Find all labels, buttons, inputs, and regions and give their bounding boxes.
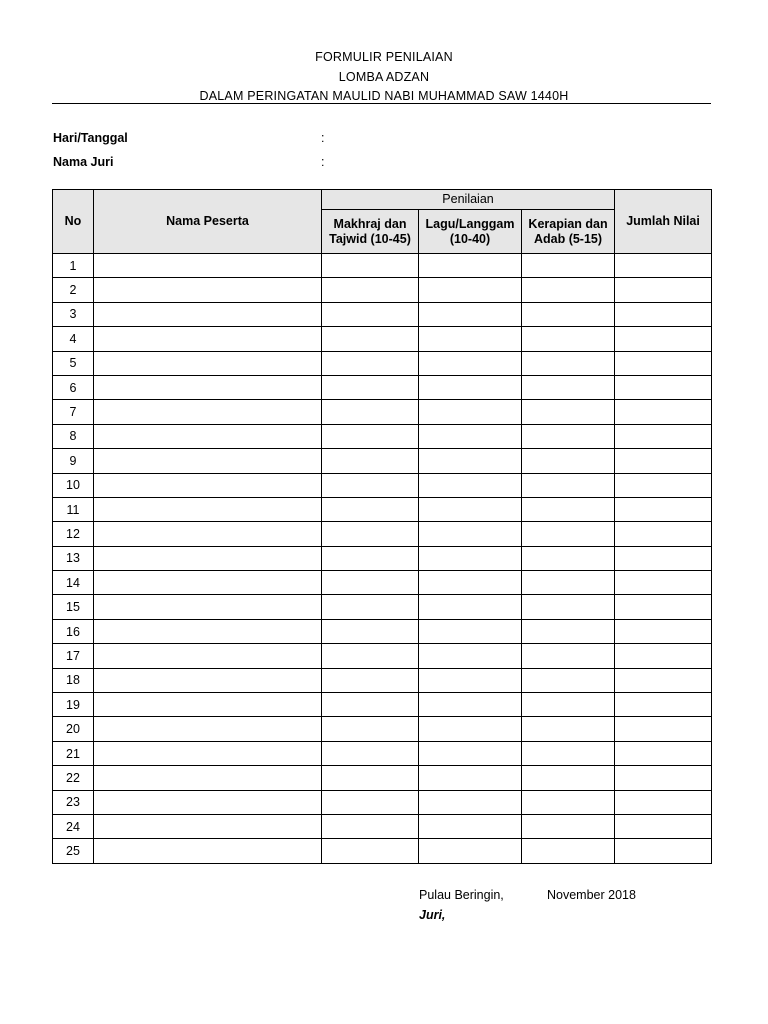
row-number: 1 <box>53 254 94 278</box>
table-row <box>53 254 712 278</box>
makhraj-score-cell[interactable] <box>322 522 419 546</box>
table-row <box>53 741 712 765</box>
kerapian-score-cell[interactable] <box>522 522 615 546</box>
table-row <box>53 449 712 473</box>
table-row <box>53 546 712 570</box>
total-score-cell[interactable] <box>615 278 712 302</box>
kerapian-score-cell[interactable] <box>522 693 615 717</box>
table-row <box>53 375 712 399</box>
kerapian-score-cell[interactable] <box>522 839 615 863</box>
makhraj-score-cell[interactable] <box>322 302 419 326</box>
table-row <box>53 814 712 838</box>
table-row <box>53 473 712 497</box>
row-number: 16 <box>53 619 94 643</box>
lagu-score-cell[interactable] <box>419 790 522 814</box>
participant-name-cell[interactable] <box>94 595 322 619</box>
table-row <box>53 351 712 375</box>
lagu-score-cell[interactable] <box>419 717 522 741</box>
row-number: 8 <box>53 424 94 448</box>
total-score-cell[interactable] <box>615 473 712 497</box>
makhraj-score-cell[interactable] <box>322 790 419 814</box>
participant-name-cell[interactable] <box>94 351 322 375</box>
participant-name-cell[interactable] <box>94 693 322 717</box>
total-score-cell[interactable] <box>615 351 712 375</box>
row-number: 25 <box>53 839 94 863</box>
table-row <box>53 302 712 326</box>
total-score-cell[interactable] <box>615 644 712 668</box>
lagu-score-cell[interactable] <box>419 473 522 497</box>
participant-name-cell[interactable] <box>94 619 322 643</box>
participant-name-cell[interactable] <box>94 839 322 863</box>
total-score-cell[interactable] <box>615 302 712 326</box>
lagu-score-cell[interactable] <box>419 668 522 692</box>
header-participant-name: Nama Peserta <box>94 190 322 254</box>
row-number: 18 <box>53 668 94 692</box>
row-number: 24 <box>53 814 94 838</box>
makhraj-score-cell[interactable] <box>322 351 419 375</box>
competition-name: LOMBA ADZAN <box>338 70 430 84</box>
total-score-cell[interactable] <box>615 522 712 546</box>
row-number: 10 <box>53 473 94 497</box>
lagu-score-cell[interactable] <box>419 254 522 278</box>
makhraj-score-cell[interactable] <box>322 839 419 863</box>
header-kerapian-adab: Kerapian dan Adab (5-15) <box>522 210 615 254</box>
row-number: 12 <box>53 522 94 546</box>
lagu-score-cell[interactable] <box>419 644 522 668</box>
participant-name-cell[interactable] <box>94 449 322 473</box>
row-number: 3 <box>53 302 94 326</box>
participant-name-cell[interactable] <box>94 302 322 326</box>
kerapian-score-cell[interactable] <box>522 668 615 692</box>
makhraj-score-cell[interactable] <box>322 497 419 521</box>
lagu-score-cell[interactable] <box>419 351 522 375</box>
kerapian-score-cell[interactable] <box>522 327 615 351</box>
kerapian-score-cell[interactable] <box>522 717 615 741</box>
total-score-cell[interactable] <box>615 619 712 643</box>
total-score-cell[interactable] <box>615 449 712 473</box>
total-score-cell[interactable] <box>615 571 712 595</box>
form-title: FORMULIR PENILAIAN <box>315 50 453 64</box>
event-subtitle: DALAM PERINGATAN MAULID NABI MUHAMMAD SAW 1440H <box>199 89 569 103</box>
total-score-cell[interactable] <box>615 546 712 570</box>
row-number: 23 <box>53 790 94 814</box>
lagu-score-cell[interactable] <box>419 497 522 521</box>
row-number: 4 <box>53 327 94 351</box>
row-number: 2 <box>53 278 94 302</box>
participant-name-cell[interactable] <box>94 717 322 741</box>
participant-name-cell[interactable] <box>94 571 322 595</box>
row-number: 7 <box>53 400 94 424</box>
makhraj-score-cell[interactable] <box>322 254 419 278</box>
makhraj-score-cell[interactable] <box>322 449 419 473</box>
makhraj-score-cell[interactable] <box>322 693 419 717</box>
makhraj-score-cell[interactable] <box>322 595 419 619</box>
header-lagu-langgam: Lagu/Langgam (10-40) <box>419 210 522 254</box>
kerapian-score-cell[interactable] <box>522 497 615 521</box>
row-number: 15 <box>53 595 94 619</box>
participant-name-cell[interactable] <box>94 278 322 302</box>
total-score-cell[interactable] <box>615 424 712 448</box>
lagu-score-cell[interactable] <box>419 522 522 546</box>
row-number: 11 <box>53 497 94 521</box>
total-score-cell[interactable] <box>615 327 712 351</box>
lagu-score-cell[interactable] <box>419 278 522 302</box>
lagu-score-cell[interactable] <box>419 693 522 717</box>
table-row <box>53 766 712 790</box>
kerapian-score-cell[interactable] <box>522 790 615 814</box>
participant-name-cell[interactable] <box>94 814 322 838</box>
total-score-cell[interactable] <box>615 839 712 863</box>
total-score-cell[interactable] <box>615 766 712 790</box>
lagu-score-cell[interactable] <box>419 595 522 619</box>
total-score-cell[interactable] <box>615 595 712 619</box>
table-row <box>53 497 712 521</box>
total-score-cell[interactable] <box>615 693 712 717</box>
lagu-score-cell[interactable] <box>419 424 522 448</box>
header-divider <box>52 103 711 104</box>
table-row <box>53 839 712 863</box>
makhraj-score-cell[interactable] <box>322 644 419 668</box>
kerapian-score-cell[interactable] <box>522 766 615 790</box>
kerapian-score-cell[interactable] <box>522 375 615 399</box>
total-score-cell[interactable] <box>615 497 712 521</box>
participant-name-cell[interactable] <box>94 644 322 668</box>
makhraj-score-cell[interactable] <box>322 766 419 790</box>
kerapian-score-cell[interactable] <box>522 400 615 424</box>
table-row <box>53 644 712 668</box>
kerapian-score-cell[interactable] <box>522 546 615 570</box>
table-row <box>53 595 712 619</box>
table-row <box>53 400 712 424</box>
row-number: 13 <box>53 546 94 570</box>
kerapian-score-cell[interactable] <box>522 619 615 643</box>
table-row <box>53 668 712 692</box>
makhraj-score-cell[interactable] <box>322 717 419 741</box>
makhraj-score-cell[interactable] <box>322 546 419 570</box>
row-number: 17 <box>53 644 94 668</box>
table-row <box>53 522 712 546</box>
total-score-cell[interactable] <box>615 790 712 814</box>
row-number: 14 <box>53 571 94 595</box>
row-number: 6 <box>53 375 94 399</box>
date-label: Hari/Tanggal <box>53 131 128 145</box>
makhraj-score-cell[interactable] <box>322 278 419 302</box>
lagu-score-cell[interactable] <box>419 375 522 399</box>
kerapian-score-cell[interactable] <box>522 814 615 838</box>
lagu-score-cell[interactable] <box>419 741 522 765</box>
kerapian-score-cell[interactable] <box>522 741 615 765</box>
participant-name-cell[interactable] <box>94 254 322 278</box>
makhraj-score-cell[interactable] <box>322 400 419 424</box>
table-row <box>53 278 712 302</box>
lagu-score-cell[interactable] <box>419 619 522 643</box>
makhraj-score-cell[interactable] <box>322 571 419 595</box>
table-row <box>53 790 712 814</box>
kerapian-score-cell[interactable] <box>522 278 615 302</box>
kerapian-score-cell[interactable] <box>522 571 615 595</box>
makhraj-score-cell[interactable] <box>322 741 419 765</box>
row-number: 22 <box>53 766 94 790</box>
lagu-score-cell[interactable] <box>419 327 522 351</box>
scoring-table <box>52 189 712 864</box>
kerapian-score-cell[interactable] <box>522 302 615 326</box>
participant-name-cell[interactable] <box>94 766 322 790</box>
participant-name-cell[interactable] <box>94 522 322 546</box>
lagu-score-cell[interactable] <box>419 839 522 863</box>
header-total-score: Jumlah Nilai <box>615 190 712 254</box>
makhraj-score-cell[interactable] <box>322 668 419 692</box>
table-row <box>53 693 712 717</box>
kerapian-score-cell[interactable] <box>522 351 615 375</box>
makhraj-score-cell[interactable] <box>322 375 419 399</box>
makhraj-score-cell[interactable] <box>322 473 419 497</box>
kerapian-score-cell[interactable] <box>522 254 615 278</box>
lagu-score-cell[interactable] <box>419 571 522 595</box>
participant-name-cell[interactable] <box>94 327 322 351</box>
lagu-score-cell[interactable] <box>419 546 522 570</box>
lagu-score-cell[interactable] <box>419 302 522 326</box>
lagu-score-cell[interactable] <box>419 766 522 790</box>
kerapian-score-cell[interactable] <box>522 449 615 473</box>
row-number: 20 <box>53 717 94 741</box>
row-number: 21 <box>53 741 94 765</box>
kerapian-score-cell[interactable] <box>522 424 615 448</box>
signature-date: November 2018 <box>547 888 636 902</box>
header-no: No <box>53 190 94 254</box>
makhraj-score-cell[interactable] <box>322 619 419 643</box>
kerapian-score-cell[interactable] <box>522 473 615 497</box>
total-score-cell[interactable] <box>615 375 712 399</box>
date-colon: : <box>321 131 325 145</box>
header-makhraj-tajwid: Makhraj dan Tajwid (10-45) <box>322 210 419 254</box>
table-row <box>53 717 712 741</box>
lagu-score-cell[interactable] <box>419 814 522 838</box>
table-row <box>53 571 712 595</box>
kerapian-score-cell[interactable] <box>522 595 615 619</box>
makhraj-score-cell[interactable] <box>322 327 419 351</box>
judge-name-label: Nama Juri <box>53 155 114 169</box>
participant-name-cell[interactable] <box>94 741 322 765</box>
lagu-score-cell[interactable] <box>419 400 522 424</box>
participant-name-cell[interactable] <box>94 473 322 497</box>
signature-role: Juri, <box>419 908 446 922</box>
participant-name-cell[interactable] <box>94 790 322 814</box>
table-row <box>53 327 712 351</box>
header-penilaian: Penilaian <box>322 190 615 210</box>
participant-name-cell[interactable] <box>94 546 322 570</box>
participant-name-cell[interactable] <box>94 497 322 521</box>
total-score-cell[interactable] <box>615 741 712 765</box>
kerapian-score-cell[interactable] <box>522 644 615 668</box>
total-score-cell[interactable] <box>615 254 712 278</box>
total-score-cell[interactable] <box>615 717 712 741</box>
makhraj-score-cell[interactable] <box>322 424 419 448</box>
participant-name-cell[interactable] <box>94 375 322 399</box>
row-number: 19 <box>53 693 94 717</box>
participant-name-cell[interactable] <box>94 424 322 448</box>
participant-name-cell[interactable] <box>94 668 322 692</box>
table-row <box>53 619 712 643</box>
signature-place: Pulau Beringin, <box>419 888 504 902</box>
participant-name-cell[interactable] <box>94 400 322 424</box>
total-score-cell[interactable] <box>615 400 712 424</box>
row-number: 9 <box>53 449 94 473</box>
makhraj-score-cell[interactable] <box>322 814 419 838</box>
lagu-score-cell[interactable] <box>419 449 522 473</box>
table-row <box>53 424 712 448</box>
total-score-cell[interactable] <box>615 814 712 838</box>
judge-name-colon: : <box>321 155 325 169</box>
row-number: 5 <box>53 351 94 375</box>
total-score-cell[interactable] <box>615 668 712 692</box>
